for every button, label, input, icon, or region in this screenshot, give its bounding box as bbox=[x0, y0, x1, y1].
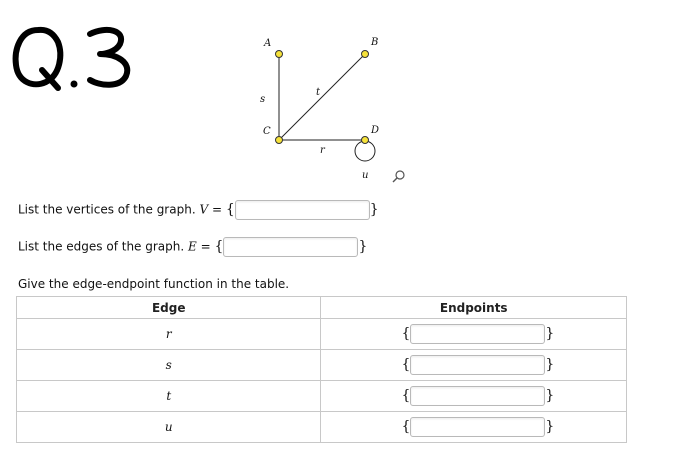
vertex-label-c: C bbox=[263, 126, 271, 137]
edge-cell-u: u bbox=[17, 412, 321, 443]
edge-label-t: t bbox=[316, 87, 321, 98]
edges-close-brace: } bbox=[358, 238, 368, 255]
open-brace: { bbox=[401, 325, 411, 342]
endpoints-input-s[interactable] bbox=[410, 355, 545, 375]
edges-question-label: List the edges of the graph. bbox=[18, 239, 185, 254]
vertices-equals: = bbox=[211, 202, 223, 217]
vertices-question-label: List the vertices of the graph. bbox=[18, 202, 196, 217]
vertices-math-var: V bbox=[199, 202, 209, 217]
edges-question bbox=[18, 237, 367, 257]
endpoints-cell bbox=[321, 350, 627, 381]
table-row bbox=[17, 350, 627, 381]
table-row bbox=[17, 412, 627, 443]
edge-label-r: r bbox=[320, 145, 325, 156]
table-row bbox=[17, 381, 627, 412]
edge-cell-r: r bbox=[17, 319, 321, 350]
endpoints-cell bbox=[321, 412, 627, 443]
edges-input[interactable] bbox=[223, 237, 358, 257]
close-brace: } bbox=[545, 418, 555, 435]
vertices-close-brace: } bbox=[369, 201, 379, 218]
endpoints-cell bbox=[321, 319, 627, 350]
vertex-b bbox=[362, 51, 369, 58]
vertex-label-d: D bbox=[371, 125, 380, 136]
endpoints-input-u[interactable] bbox=[410, 417, 545, 437]
edge-cell-t: t bbox=[17, 381, 321, 412]
edge-label-s: s bbox=[260, 94, 266, 105]
close-brace: } bbox=[545, 387, 555, 404]
handwritten-question-number bbox=[8, 20, 148, 95]
endpoints-column-header: Endpoints bbox=[321, 297, 627, 319]
edges-math-var: E bbox=[188, 239, 197, 254]
vertex-d bbox=[362, 137, 369, 144]
vertices-question bbox=[18, 200, 379, 220]
endpoints-input-r[interactable] bbox=[410, 324, 545, 344]
edge-column-header: Edge bbox=[17, 297, 321, 319]
open-brace: { bbox=[401, 356, 411, 373]
close-brace: } bbox=[545, 356, 555, 373]
edges-equals: = bbox=[200, 239, 211, 254]
edge-endpoint-table bbox=[16, 296, 627, 443]
close-brace: } bbox=[545, 325, 555, 342]
graph-diagram bbox=[230, 30, 430, 190]
vertex-label-b: B bbox=[371, 37, 379, 48]
vertices-open-brace: { bbox=[225, 201, 235, 218]
vertex-c bbox=[276, 137, 283, 144]
edges-open-brace: { bbox=[214, 238, 224, 255]
endpoints-input-t[interactable] bbox=[410, 386, 545, 406]
magnifier-icon[interactable] bbox=[393, 171, 404, 182]
open-brace: { bbox=[401, 418, 411, 435]
edge-t-line bbox=[279, 54, 365, 140]
endpoints-cell bbox=[321, 381, 627, 412]
edge-label-u: u bbox=[362, 170, 369, 181]
table-header-row bbox=[17, 297, 627, 319]
function-prompt: Give the edge-endpoint function in the table. bbox=[18, 277, 290, 291]
vertex-label-a: A bbox=[264, 38, 272, 49]
open-brace: { bbox=[401, 387, 411, 404]
vertices-input[interactable] bbox=[235, 200, 370, 220]
vertex-a bbox=[276, 51, 283, 58]
table-row bbox=[17, 319, 627, 350]
edge-cell-s: s bbox=[17, 350, 321, 381]
